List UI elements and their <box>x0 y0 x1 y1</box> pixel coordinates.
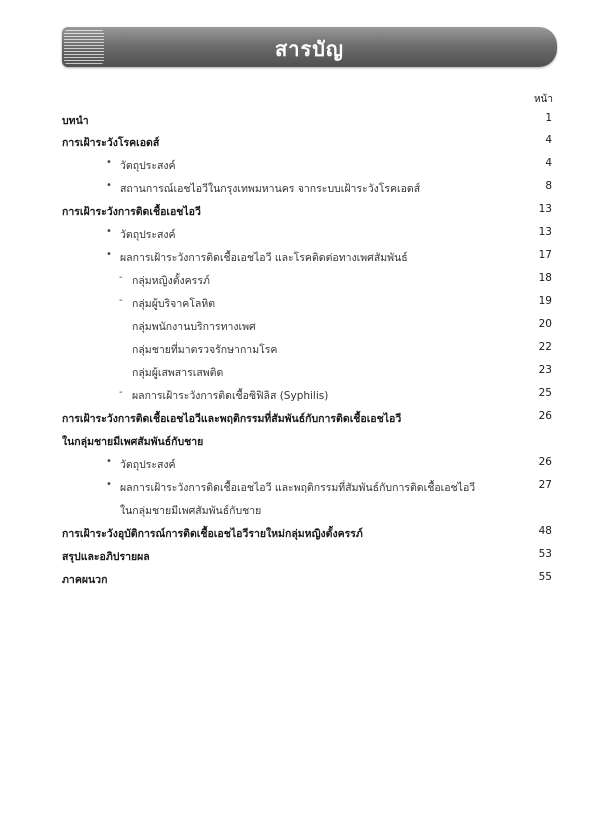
toc-entry-label: สรุปและอภิปรายผล <box>62 551 150 563</box>
toc-entry-page: 26 <box>538 456 552 468</box>
toc-entry-page: 48 <box>538 525 552 537</box>
dash-icon: - <box>119 272 123 283</box>
toc-entry-label: กลุ่มหญิงตั้งครรภ์ <box>132 275 210 287</box>
page-column-header: หน้า <box>533 94 553 105</box>
bullet-icon: • <box>106 249 112 260</box>
toc-entry[interactable] <box>62 318 552 338</box>
toc-entry-label: การเฝ้าระวังโรคเอดส์ <box>62 137 160 149</box>
toc-entry-page: 26 <box>538 410 552 422</box>
toc-entry[interactable] <box>62 479 552 499</box>
toc-entry-page: 23 <box>538 364 552 376</box>
toc-entry[interactable] <box>62 387 552 407</box>
toc-entry-label: วัตถุประสงค์ <box>120 229 176 241</box>
toc-entry-label: ผลการเฝ้าระวังการติดเชื้อเอชไอวี และโรคติดต่อทางเพศสัมพันธ์ <box>120 252 408 264</box>
toc-entry-label: กลุ่มพนักงานบริการทางเพศ <box>132 321 256 333</box>
toc-entry-label: ในกลุ่มชายมีเพศสัมพันธ์กับชาย <box>62 436 204 448</box>
toc-entry-page: 17 <box>538 249 552 261</box>
toc-entry-page: 19 <box>538 295 552 307</box>
toc-entry[interactable] <box>62 548 552 568</box>
toc-entry[interactable] <box>62 341 552 361</box>
bullet-icon: • <box>106 157 112 168</box>
toc-entry-label: การเฝ้าระวังการติดเชื้อเอชไอวี <box>62 206 201 218</box>
toc-entry[interactable] <box>62 134 552 154</box>
toc-entry-page: 18 <box>538 272 552 284</box>
toc-entry-page: 20 <box>538 318 552 330</box>
toc-entry-label: กลุ่มผู้เสพสารเสพติด <box>132 367 224 379</box>
toc-entry[interactable] <box>62 226 552 246</box>
toc-entry[interactable] <box>62 272 552 292</box>
toc-entry-page: 4 <box>545 134 552 146</box>
toc-entry-page: 13 <box>538 203 552 215</box>
toc-entry-label: วัตถุประสงค์ <box>120 160 176 172</box>
toc-entry-page: 25 <box>538 387 552 399</box>
toc-entry-page: 27 <box>538 479 552 491</box>
toc-entry[interactable] <box>62 295 552 315</box>
toc-entry-label: กลุ่มชายที่มาตรวจรักษากามโรค <box>132 344 278 356</box>
title-banner <box>62 27 557 67</box>
toc-entry[interactable] <box>62 525 552 545</box>
bullet-icon: • <box>106 226 112 237</box>
bullet-icon: • <box>106 180 112 191</box>
toc-entry-label: วัตถุประสงค์ <box>120 459 176 471</box>
toc-entry-label: การเฝ้าระวังอุบัติการณ์การติดเชื้อเอชไอวีรายใหม่กลุ่มหญิงตั้งครรภ์ <box>62 528 363 540</box>
toc-entry-page: 8 <box>545 180 552 192</box>
dash-icon: - <box>119 387 123 398</box>
toc-entry-label: บทนำ <box>62 115 89 127</box>
dash-icon: - <box>119 295 123 306</box>
toc-entry-label: สถานการณ์เอชไอวีในกรุงเทพมหานคร จากระบบเฝ้าระวังโรคเอดส์ <box>120 183 421 195</box>
page-title: สารบัญ <box>275 37 344 61</box>
toc-entry-label: การเฝ้าระวังการติดเชื้อเอชไอวีและพฤติกรรมที่สัมพันธ์กับการติดเชื้อเอชไอวี <box>62 413 402 425</box>
toc-entry[interactable] <box>62 410 552 430</box>
toc-entry-label: ผลการเฝ้าระวังการติดเชื้อเอชไอวี และพฤติกรรมที่สัมพันธ์กับการติดเชื้อเอชไอวี <box>120 482 476 494</box>
toc-entry-label: ภาคผนวก <box>62 574 108 586</box>
toc-entry[interactable] <box>62 364 552 384</box>
toc-entry-page: 55 <box>538 571 552 583</box>
toc-entry[interactable] <box>62 433 552 453</box>
toc-entry[interactable] <box>62 456 552 476</box>
toc-entry[interactable] <box>62 249 552 269</box>
toc-entry-label: ในกลุ่มชายมีเพศสัมพันธ์กับชาย <box>120 505 262 517</box>
toc-entry-page: 1 <box>545 112 552 124</box>
toc-entry-page: 53 <box>538 548 552 560</box>
toc-entry[interactable] <box>62 112 552 132</box>
toc-entry[interactable] <box>62 502 552 522</box>
toc-entry-label: ผลการเฝ้าระวังการติดเชื้อซิฟิลิส (Syphilis) <box>132 390 329 402</box>
bullet-icon: • <box>106 456 112 467</box>
toc-entry[interactable] <box>62 203 552 223</box>
toc-entry-page: 4 <box>545 157 552 169</box>
toc-entry-label: กลุ่มผู้บริจาคโลหิต <box>132 298 216 310</box>
toc-entry[interactable] <box>62 180 552 200</box>
toc-entry[interactable] <box>62 157 552 177</box>
toc-entry[interactable] <box>62 571 552 591</box>
bullet-icon: • <box>106 479 112 490</box>
toc-entry-page: 22 <box>538 341 552 353</box>
toc-entry-page: 13 <box>538 226 552 238</box>
